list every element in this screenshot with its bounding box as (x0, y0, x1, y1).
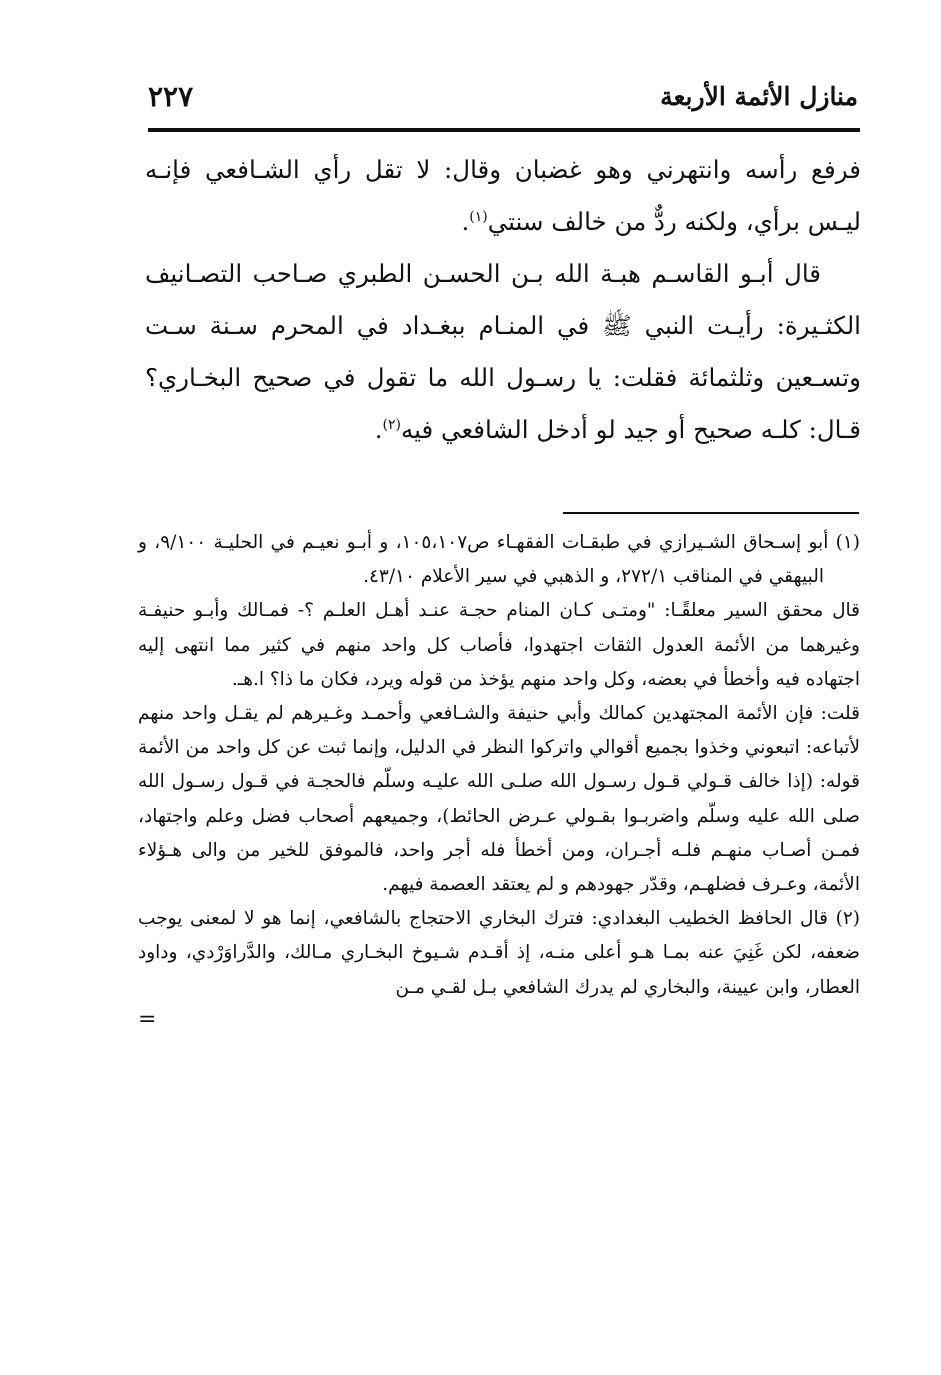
footnote-divider (563, 512, 859, 514)
paragraph-2-end: . (374, 415, 383, 444)
footnote-ref-2[interactable]: (٢) (382, 416, 401, 433)
footnote-2: (٢) قال الحافظ الخطيب البغدادي: فترك البخاري الاحتجاج بالشافعي، إنما هو لا لمعنى يوجب ضعفه، لكن غَنِيَ عنه بمـا هـو أعلى منـه، إذ أقـدم شـيوخ البخـاري مـالك، والدَّراوَرْدي، وداود العطار، وابن عيينة، والبخاري لم يدرك الشافعي بـل لقـي مـن (138, 908, 860, 998)
paragraph-1-end: . (461, 207, 470, 236)
footnote-1: (١) أبو إسـحاق الشـيرازي في طبقـات الفقهـاء ص١٠٥،١٠٧، و أبـو نعيـم في الحليـة ٩/١٠٠، و البيهقي في المناقب ٢٧٢/١، و الذهبي في سير الأعلام ٤٣/١٠. (138, 532, 860, 588)
running-header (148, 78, 858, 126)
paragraph-1 (145, 144, 861, 248)
continuation-mark: = (138, 1006, 157, 1032)
page-number: ٢٢٧ (148, 80, 194, 113)
footnote-1-comment: قلت: فإن الأئمة المجتهدين كمالك وأبي حنيفة والشـافعي وأحمـد وغـيرهم لم يقـل واحد منهم لأتباعه: اتبعوني وخذوا بجميع أقوالي واتركوا النظر في الدليل، وإنما ثبت عن كل واحد من الأئمة قوله: (إذا خالف قـولي قـول رسـول الله صلـى الله عليـه وسلّم فالحجـة في قـول رسـول الله صلى الله عليه وسلّم واضربـوا بقـولي عـرض الحائط)، وجميعهم أصحاب فضل وعلم واجتهاد، فمـن أصـاب منهـم فلـه أجـران، ومن أخطأ فله أجر واحد، فالموفق للخير من والى هـؤلاء الأئمة، وعـرف فضلهـم، وقدّر جهودهم و لم يعتقد العصمة فيهم. (138, 703, 861, 896)
main-text (145, 144, 861, 456)
footnote-1-quote: قال محقق السير معلقًـا: "ومتـى كـان المنام حجـة عنـد أهـل العلـم ؟- فمـالك وأبـو حنيفـة وغيرهما من الأئمة العدول الثقات اجتهدوا، فأصاب كل واحد منهم في كثير مما انتهى إليه اجتهاده فيه وأخطأ في بعضه، وكل واحد منهم يؤخذ من قوله ويرد، فكان ما ذا؟ ا.هـ. (138, 600, 860, 690)
paragraph-2 (145, 248, 861, 456)
footnotes (138, 526, 860, 1035)
paragraph-1-text: فرفع رأسه وانتهرني وهو غضبان وقال: لا تقل رأي الشـافعي فإنـه ليـس برأي، ولكنه ردٌّ من خالف سنتي (145, 155, 861, 236)
footnote-ref-1[interactable]: (١) (469, 208, 488, 225)
header-divider (148, 128, 860, 132)
paragraph-2-text: قال أبـو القاسـم هبـة الله بـن الحسـن الطبري صـاحب التصـانيف الكثـيرة: رأيـت النبي ﷺ في المنـام ببغـداد في المحرم سـنة سـت وتسـعين وثلثمائة فقلت: يا رسـول الله ما تقول في صحيح البخـاري؟ قـال: كلـه صحيح أو جيد لو أدخل الشافعي فيه (145, 259, 861, 444)
book-title: منازل الأئمة الأربعة (660, 82, 858, 111)
